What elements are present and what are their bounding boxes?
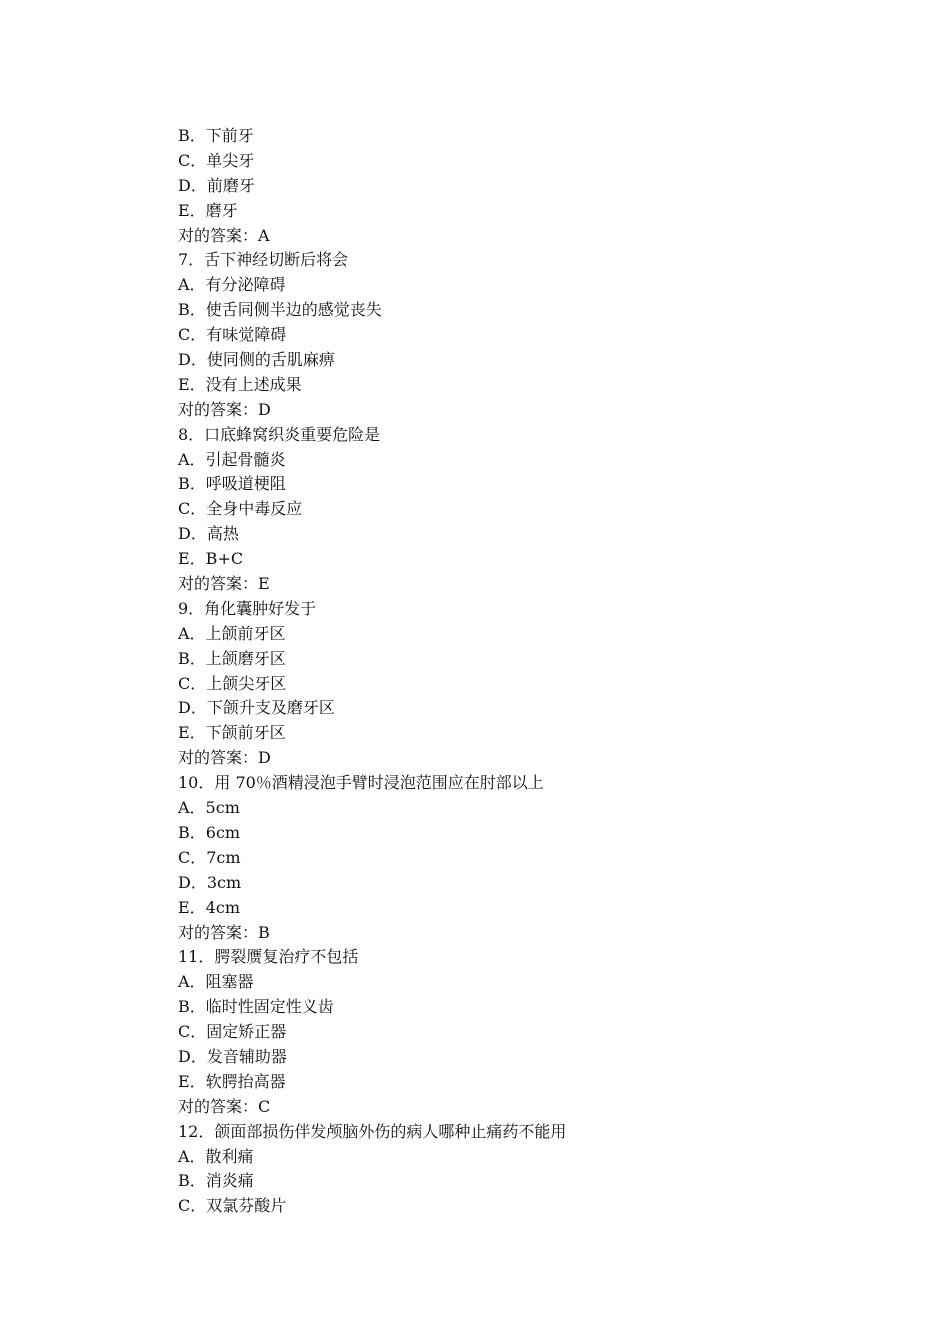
- option-a: A．阻塞器: [178, 972, 254, 992]
- option-c: C．上颌尖牙区: [178, 673, 287, 693]
- answer-line: 对的答案：C: [178, 1096, 271, 1116]
- option-b: B．下前牙: [178, 126, 254, 145]
- option-c: C．有味觉障碍: [178, 325, 287, 345]
- option-a: A．引起骨髓炎: [178, 449, 286, 469]
- question-10: 10．用 70％酒精浸泡手臂时浸泡范围应在肘部以上: [178, 773, 544, 793]
- option-b: B．6cm: [178, 822, 241, 842]
- option-e: E．软腭抬高器: [178, 1071, 286, 1091]
- option-a: A．上颌前牙区: [178, 623, 286, 643]
- question-8: 8．口底蜂窝织炎重要危险是: [178, 424, 381, 444]
- option-e: E．磨牙: [178, 200, 238, 220]
- option-c: C．单尖牙: [178, 150, 255, 170]
- option-c: C．7cm: [178, 847, 241, 867]
- option-d: D．前磨牙: [178, 175, 255, 195]
- option-b: B．上颌磨牙区: [178, 648, 286, 668]
- option-c: C．双氯芬酸片: [178, 1196, 287, 1216]
- question-9: 9．角化囊肿好发于: [178, 598, 317, 618]
- answer-line: 对的答案：D: [178, 399, 271, 419]
- answer-line: 对的答案：A: [178, 225, 270, 245]
- option-a: A．散利痛: [178, 1146, 254, 1166]
- option-b: B．消炎痛: [178, 1171, 254, 1191]
- option-e: E．4cm: [178, 897, 240, 917]
- option-d: D．发音辅助器: [178, 1046, 287, 1066]
- option-d: D．下颌升支及磨牙区: [178, 698, 335, 718]
- option-d: D．高热: [178, 524, 239, 544]
- option-e: E．B+C: [178, 549, 244, 569]
- option-d: D．3cm: [178, 872, 242, 892]
- option-b: B．使舌同侧半边的感觉丧失: [178, 300, 382, 320]
- option-a: A．5cm: [178, 798, 240, 818]
- option-b: B．临时性固定性义齿: [178, 997, 334, 1017]
- question-12: 12．颌面部损伤伴发颅脑外伤的病人哪种止痛药不能用: [178, 1121, 567, 1141]
- option-e: E．下颌前牙区: [178, 723, 286, 743]
- option-d: D．使同侧的舌肌麻痹: [178, 350, 335, 370]
- question-11: 11．腭裂赝复治疗不包括: [178, 947, 359, 967]
- option-e: E．没有上述成果: [178, 374, 302, 394]
- answer-line: 对的答案：D: [178, 748, 271, 768]
- option-c: C．固定矫正器: [178, 1022, 287, 1042]
- document-page: [178, 124, 878, 1219]
- answer-line: 对的答案：E: [178, 574, 270, 594]
- option-c: C．全身中毒反应: [178, 499, 303, 519]
- answer-line: 对的答案：B: [178, 922, 270, 942]
- question-7: 7．舌下神经切断后将会: [178, 250, 349, 270]
- option-b: B．呼吸道梗阻: [178, 474, 286, 494]
- option-a: A．有分泌障碍: [178, 275, 286, 295]
